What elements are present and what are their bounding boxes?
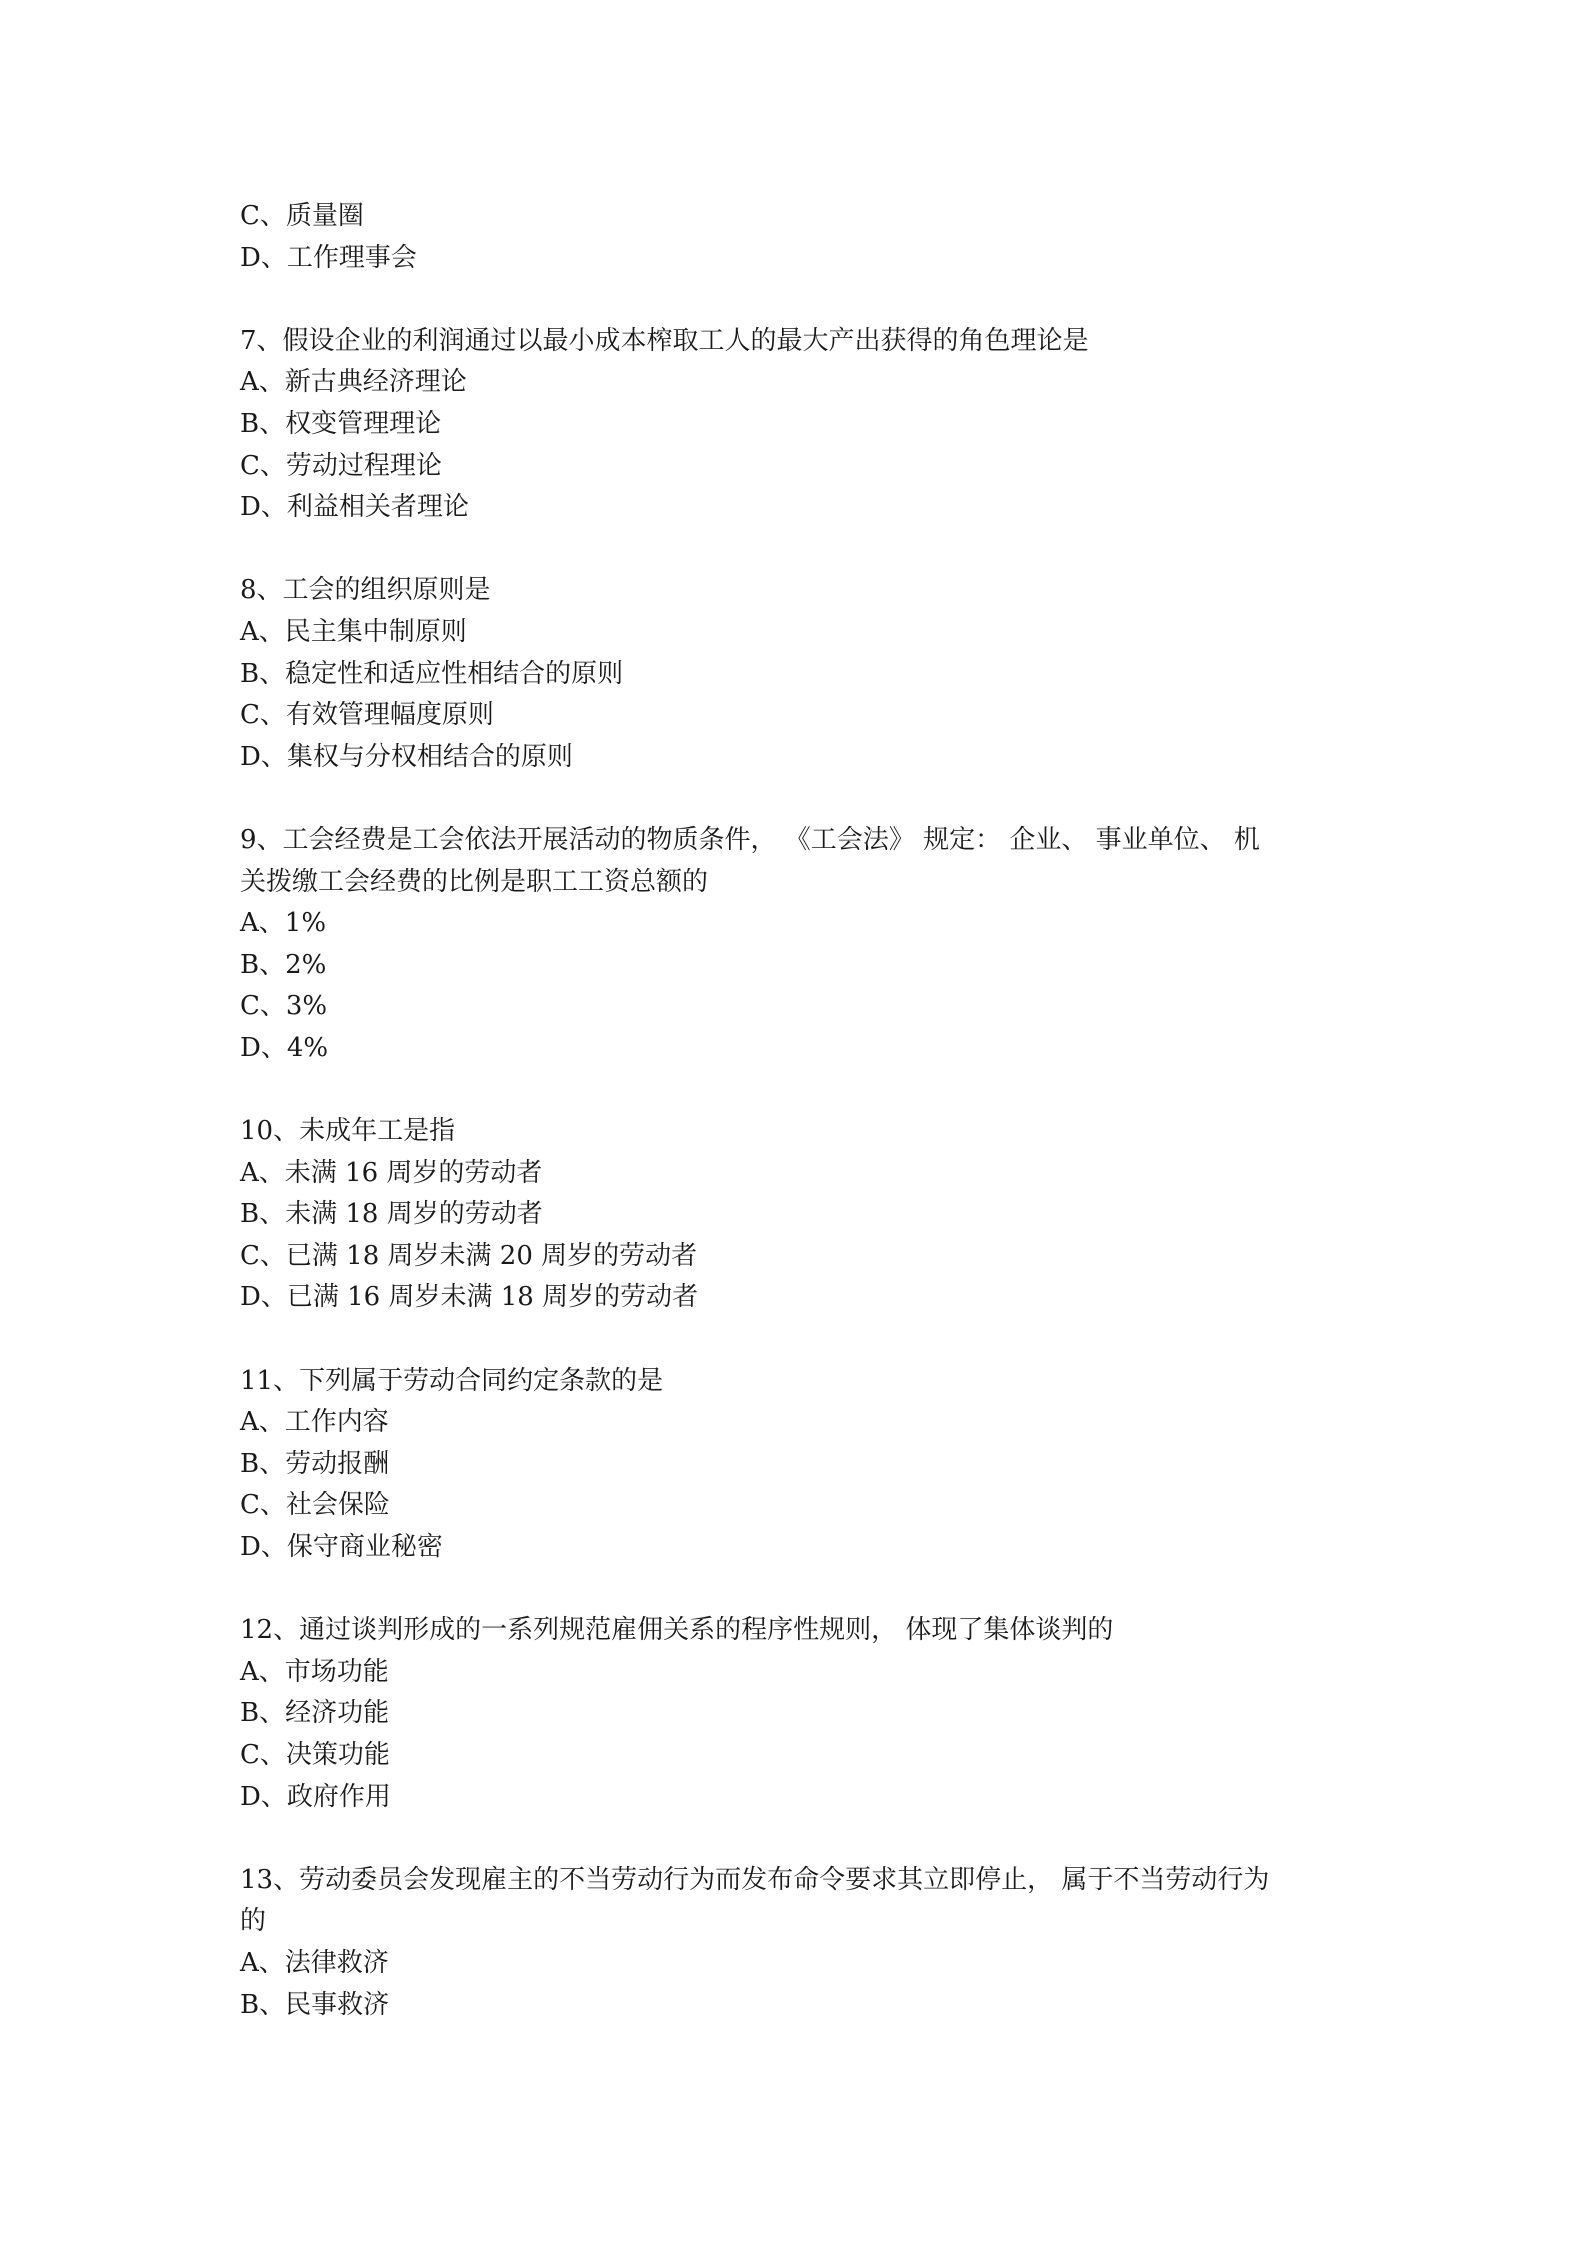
option-text: B、稳定性和适应性相结合的原则 — [240, 658, 624, 689]
spacer — [240, 1069, 1360, 1111]
spacer — [240, 1319, 1360, 1361]
option-text: B、民事救济 — [240, 1989, 390, 2020]
question-block — [240, 1111, 1360, 1319]
option-text: C、质量圈 — [240, 201, 364, 231]
spacer — [240, 1818, 1360, 1860]
option-text: B、2% — [240, 949, 327, 980]
option-text: D、已满 16 周岁未满 18 周岁的劳动者 — [240, 1282, 699, 1313]
option-text: B、权变管理理论 — [240, 408, 442, 439]
option-text: C、3% — [240, 991, 328, 1022]
question-text: 7、假设企业的利润通过以最小成本榨取工人的最大产出获得的角色理论是 — [240, 325, 1089, 356]
question-text: 12、通过谈判形成的一系列规范雇佣关系的程序性规则， 体现了集体谈判的 — [240, 1615, 1114, 1646]
option-text: C、社会保险 — [240, 1490, 390, 1521]
option-text: C、决策功能 — [240, 1739, 390, 1770]
question-text: 13、劳动委员会发现雇主的不当劳动行为而发布命令要求其立即停止， 属于不当劳动行为 — [240, 1864, 1270, 1895]
option-text: A、工作内容 — [240, 1407, 389, 1438]
option-text: B、经济功能 — [240, 1698, 390, 1729]
question-block — [240, 820, 1360, 1070]
question-text: 8、工会的组织原则是 — [240, 575, 491, 606]
spacer — [240, 279, 1360, 321]
option-text: A、新古典经济理论 — [240, 367, 467, 398]
question-text: 11、下列属于劳动合同约定条款的是 — [240, 1365, 664, 1396]
option-text: A、未满 16 周岁的劳动者 — [240, 1157, 543, 1188]
question-block — [240, 1361, 1360, 1569]
question-block — [240, 1860, 1360, 2026]
option-text: B、劳动报酬 — [240, 1448, 390, 1479]
document-page — [240, 196, 1360, 2026]
option-text: D、4% — [240, 1032, 329, 1063]
option-text: D、政府作用 — [240, 1781, 391, 1812]
option-text: A、法律救济 — [240, 1947, 389, 1978]
option-text: B、未满 18 周岁的劳动者 — [240, 1199, 543, 1230]
option-text: A、1% — [240, 908, 327, 939]
question-text: 的 — [240, 1906, 267, 1937]
spacer — [240, 778, 1360, 820]
spacer — [240, 529, 1360, 571]
option-text: D、保守商业秘密 — [240, 1532, 443, 1562]
option-text: C、劳动过程理论 — [240, 450, 442, 481]
question-block — [240, 321, 1360, 529]
spacer — [240, 1569, 1360, 1611]
question-block — [240, 570, 1360, 778]
option-text: A、民主集中制原则 — [240, 616, 467, 647]
question-text: 关拨缴工会经费的比例是职工工资总额的 — [240, 866, 709, 897]
option-text: A、市场功能 — [240, 1656, 389, 1687]
question-block — [240, 1610, 1360, 1818]
option-text: D、集权与分权相结合的原则 — [240, 741, 573, 772]
option-text: C、有效管理幅度原则 — [240, 700, 494, 731]
option-text: D、利益相关者理论 — [240, 492, 469, 523]
option-text: C、已满 18 周岁未满 20 周岁的劳动者 — [240, 1240, 698, 1271]
question-text: 9、工会经费是工会依法开展活动的物质条件， 《工会法》 规定： 企业、 事业单位、 机 — [240, 824, 1260, 855]
question-text: 10、未成年工是指 — [240, 1116, 456, 1147]
option-text: D、工作理事会 — [240, 242, 417, 273]
